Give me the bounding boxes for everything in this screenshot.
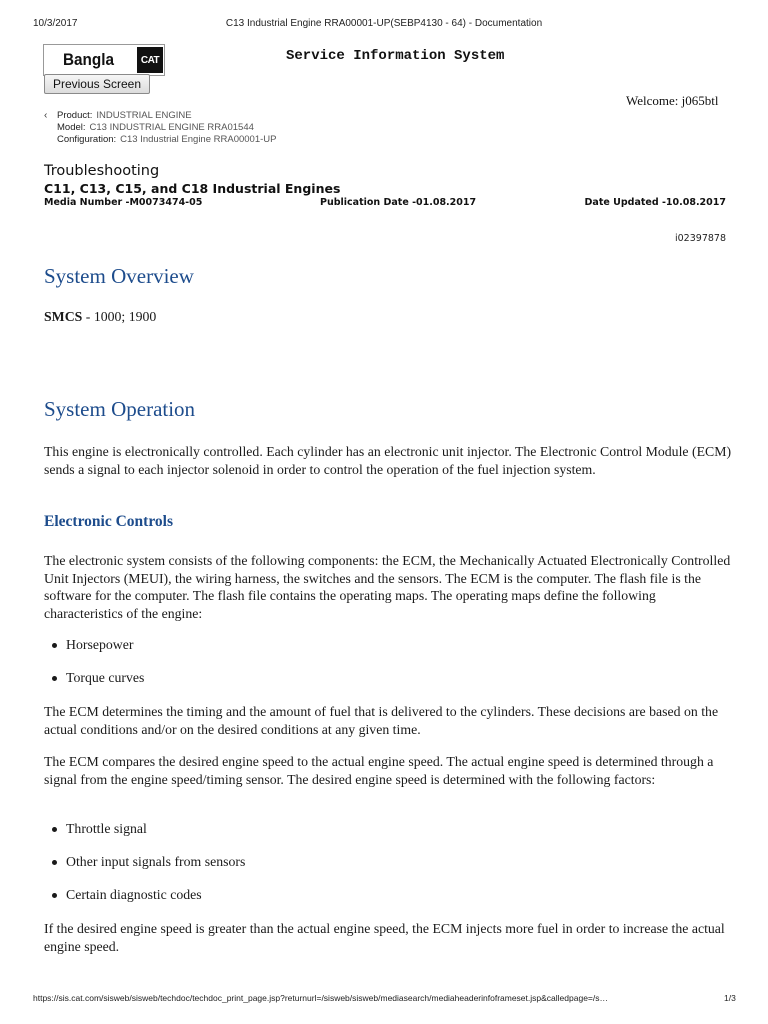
print-date: 10/3/2017 — [33, 18, 78, 29]
print-footer — [0, 993, 768, 1007]
brand-text: Bangla — [63, 50, 115, 69]
system-operation-heading: System Operation — [44, 397, 196, 421]
cat-logo-icon: CAT — [137, 47, 163, 73]
speed-paragraph: The ECM compares the desired engine speed to the actual engine speed. The actual engine speed is determined through a signal from the engine speed/timing sensor. The desired engine speed is determined with the following factors: — [44, 754, 714, 787]
bullet-icon — [52, 643, 57, 648]
smcs-label: SMCS — [44, 309, 83, 324]
print-header — [0, 18, 768, 32]
electronic-controls-heading: Electronic Controls — [44, 513, 174, 530]
list-item: Throttle signal — [66, 821, 147, 837]
bullet-icon — [52, 860, 57, 865]
list-item: Other input signals from sensors — [66, 854, 245, 870]
fuel-paragraph: If the desired engine speed is greater than the actual engine speed, the ECM injects more fuel in order to increase the actual engine speed. — [44, 921, 725, 954]
list-item: Certain diagnostic codes — [66, 887, 202, 903]
list-item: Torque curves — [66, 670, 144, 686]
page-number: 1/3 — [724, 993, 736, 1003]
previous-screen-button[interactable]: Previous Screen — [44, 74, 150, 94]
model-label: Model: — [57, 122, 86, 133]
product-value: INDUSTRIAL ENGINE — [96, 110, 192, 121]
bullet-icon — [52, 676, 57, 681]
doc-id: i02397878 — [675, 233, 726, 244]
bullet-icon — [52, 893, 57, 898]
brand-logo — [43, 44, 165, 76]
system-operation-paragraph: This engine is electronically controlled. Each cylinder has an electronic unit injector. The Electronic Control Module (ECM) sends a signal to each injector solenoid in order to control the operation of the fuel injection system. — [44, 444, 732, 477]
configuration-row — [44, 134, 276, 146]
list-item: Horsepower — [66, 637, 133, 653]
electronic-controls-paragraph: The electronic system consists of the following components: the ECM, the Mechanically Actuated Electronically Controlled Unit Injectors (MEUI), the wiring harness, the switches and the sensors. The ECM is the computer. The flash file is the software for the computer. The flash file contains the operating maps. The operating maps define the following characteristics of the engine: — [44, 553, 731, 621]
product-label: Product: — [57, 110, 93, 121]
model-value: C13 INDUSTRIAL ENGINE RRA01544 — [89, 122, 254, 133]
smcs-line — [44, 309, 156, 325]
doc-title: Troubleshooting — [44, 163, 160, 179]
date-updated: Date Updated -10.08.2017 — [584, 197, 726, 208]
model-row — [44, 122, 276, 134]
doc-subtitle: C11, C13, C15, and C18 Industrial Engines — [44, 181, 341, 196]
doc-meta — [44, 197, 726, 211]
print-title: C13 Industrial Engine RRA00001-UP(SEBP4130 - 64) - Documentation — [225, 18, 543, 29]
chevron-left-icon[interactable]: ‹ — [44, 110, 48, 121]
sis-title: Service Information System — [286, 48, 505, 64]
bullet-icon — [52, 827, 57, 832]
timing-paragraph: The ECM determines the timing and the amount of fuel that is delivered to the cylinders. These decisions are based on the actual conditions and/or on the desired conditions at any given time. — [44, 704, 719, 737]
configuration-label: Configuration: — [57, 134, 117, 145]
smcs-value: - 1000; 1900 — [82, 309, 157, 324]
page-url[interactable]: https://sis.cat.com/sisweb/sisweb/techdoc/techdoc_print_page.jsp?returnurl=/sisweb/sisweb/mediasearch/mediaheaderinfoframeset.jsp&calledpage=/s… — [33, 993, 608, 1003]
system-overview-heading: System Overview — [44, 264, 194, 288]
configuration-value: C13 Industrial Engine RRA00001-UP — [120, 134, 277, 145]
welcome-text: Welcome: j065btl — [626, 93, 719, 108]
product-row — [44, 110, 276, 122]
publication-date: Publication Date -01.08.2017 — [320, 197, 477, 208]
media-number: Media Number -M0073474-05 — [44, 197, 203, 208]
product-info — [44, 110, 276, 146]
